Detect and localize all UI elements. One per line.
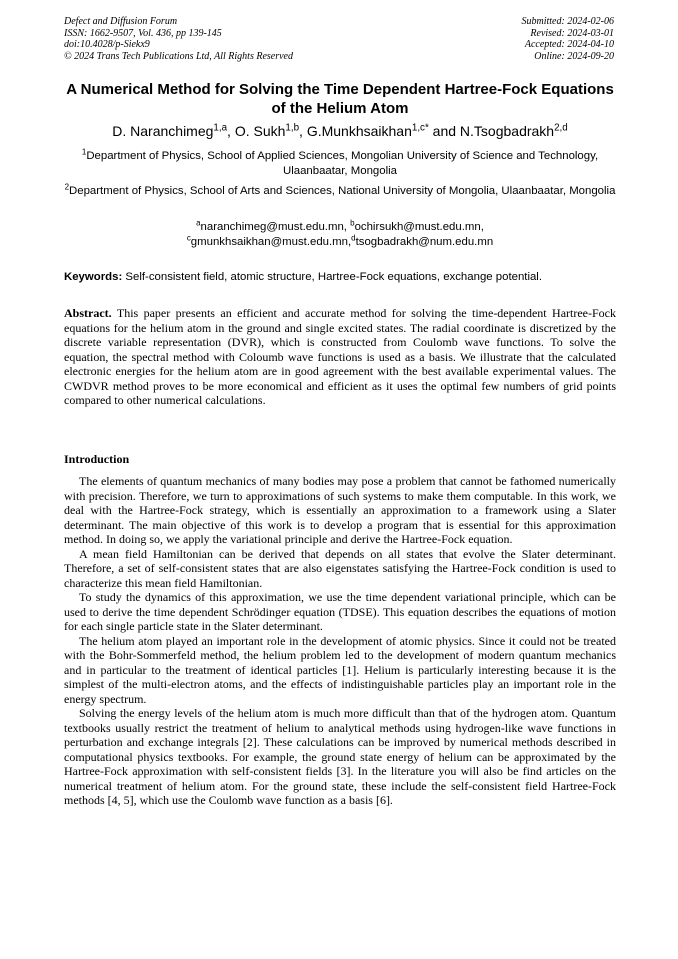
abstract [64, 306, 616, 408]
email-link[interactable]: gmunkhsaikhan@must.edu.mn, [190, 235, 352, 248]
submitted-date: Submitted: 2024-02-06 [521, 16, 614, 27]
publication-dates [522, 16, 615, 62]
online-date: Online: 2024-09-20 [534, 50, 614, 62]
paper-title: A Numerical Method for Solving the Time Dependent Hartree-Fock Equations of the Helium Atom [66, 81, 614, 117]
section-heading-introduction: Introduction [64, 452, 130, 466]
accepted-date: Accepted: 2024-04-10 [524, 39, 614, 50]
abstract-text: This paper presents an efficient and accurate method for solving the time-dependent Hartree-Fock equations for the helium atom in the ground and single excited states. The radial coordinate is discretized by the discrete variable representation (DVR), which is constructed from Coulomb wave functions. To solve the equation, the spectral method with Coloumb wave functions is used as a basis. We illustrate that the calculated electronic energies for the helium atom are in good agreement with the best available experimental values. The CWDVR method proves to be more economical and efficient as it uses the optimal few numbers of grid points compared to other numerical calculations. [64, 306, 616, 407]
affiliation-1 [64, 149, 616, 178]
affiliation-mark: 1 [81, 147, 87, 157]
email-link[interactable]: ochirsukh@must.edu.mn, [354, 221, 484, 233]
author-list [64, 122, 616, 140]
author-name: O. Sukh [234, 123, 286, 139]
doi: doi:10.4028/p-Siekx9 [64, 39, 150, 50]
author-affiliation-mark: 2,d [554, 122, 568, 134]
paragraph: Solving the energy levels of the helium atom is much more difficult than that of the hydrogen atom. Quantum textbooks usually restrict the treatment of helium to analytical methods using hydrogen-like wave functions in perturbation and exchange integrals [2]. These calculations can be improved by numerical methods described in computational physics textbooks. For example, the ground state energy of helium can be approximated by the Hartree-Fock approximation with self-consistent fields [3]. In the literature you will also be find articles on the numerical treatment of helium atom. For the ground state, these include the self-consistent field Hartree-Fock methods [4, 5], which use the Coulomb wave function as a basis [6]. [64, 706, 616, 807]
author-separator: , [299, 123, 307, 139]
paragraph: The helium atom played an important role in the development of atomic physics. Since it could not be treated with the Bohr-Sommerfeld method, the helium problem led to the development of modern quantum mechanics and in particular to the treatment of identical particles [1]. Helium is particularly interesting because it is the simplest of the multi-electron atoms, and the effects of indistinguishable particles play an important role in the energy spectrum. [64, 633, 616, 706]
copyright: © 2024 Trans Tech Publications Ltd, All Rights Reserved [64, 50, 293, 62]
author-name: D. Naranchimeg [112, 123, 214, 139]
author-separator: , [227, 123, 235, 139]
revised-date: Revised: 2024-03-01 [530, 27, 614, 39]
email-link[interactable]: tsogbadrakh@num.edu.mn [355, 235, 494, 248]
paragraph: The elements of quantum mechanics of many bodies may pose a problem that cannot be fathomed numerically with precision. Therefore, we turn to approximations of such systems to make them computable. In this work, we deal with the Hartree-Fock strategy, which is essentially an approximation to a framework using a Slater determinant. The main objective of this work is to develop a program that is essential for this approximation method. In doing so, we apply the variational principle and derive the Hartree-Fock equation. [64, 474, 616, 546]
journal-name: Defect and Diffusion Forum [64, 16, 178, 27]
abstract-label: Abstract. [64, 306, 112, 320]
introduction-body [64, 474, 616, 808]
author-name: G.Munkhsaikhan [306, 123, 412, 139]
affiliation-text: Department of Physics, School of Arts and Sciences, National University of Mongolia, Ulaanbaatar, Mongolia [69, 185, 616, 197]
issn: ISSN: 1662-9507, Vol. 436, pp 139-145 [64, 27, 222, 39]
author-separator: and [428, 123, 460, 139]
email-link[interactable]: naranchimeg@must.edu.mn, [200, 221, 347, 233]
paragraph: A mean field Hamiltonian can be derived that depends on all states that evolve the Slater determinant. Therefore, a set of self-consistent states that are also eigenstates satisfying the Hartree-Fock condition is used to characterize this mean field Hamiltonian. [64, 546, 616, 590]
affiliation-mark: 2 [64, 182, 70, 192]
affiliation-text: Department of Physics, School of Applied Sciences, Mongolian University of Science and Technology, Ulaanbaatar, Mongolia [86, 150, 599, 177]
email-list: $^a$naranchimeg@must.edu.mn, $^b$ochirsukh@must.edu.mn, $^c$gmunkhsaikhan@must.edu.mn,$^d$tsogbadrakh@num.edu.mn [186, 218, 494, 248]
keywords-text: Self-consistent field, atomic structure, Hartree-Fock equations, exchange potential. [125, 271, 543, 283]
paragraph: To study the dynamics of this approximation, we use the time dependent variational principle, which can be used to derive the time dependent Schrödinger equation (TDSE). This equation describes the equations of motion for each single particle state in the Slater determinant. [64, 590, 616, 633]
keywords [64, 270, 616, 284]
keywords-label: Keywords: [64, 271, 123, 283]
author-affiliation-mark: 1,b [285, 122, 300, 134]
author-affiliation-mark: 1,a [213, 122, 228, 134]
affiliation-2 [64, 184, 616, 199]
author-affiliation-mark: 1,c* [411, 122, 429, 134]
journal-info [64, 16, 293, 62]
author-name: N.Tsogbadrakh [459, 123, 555, 139]
